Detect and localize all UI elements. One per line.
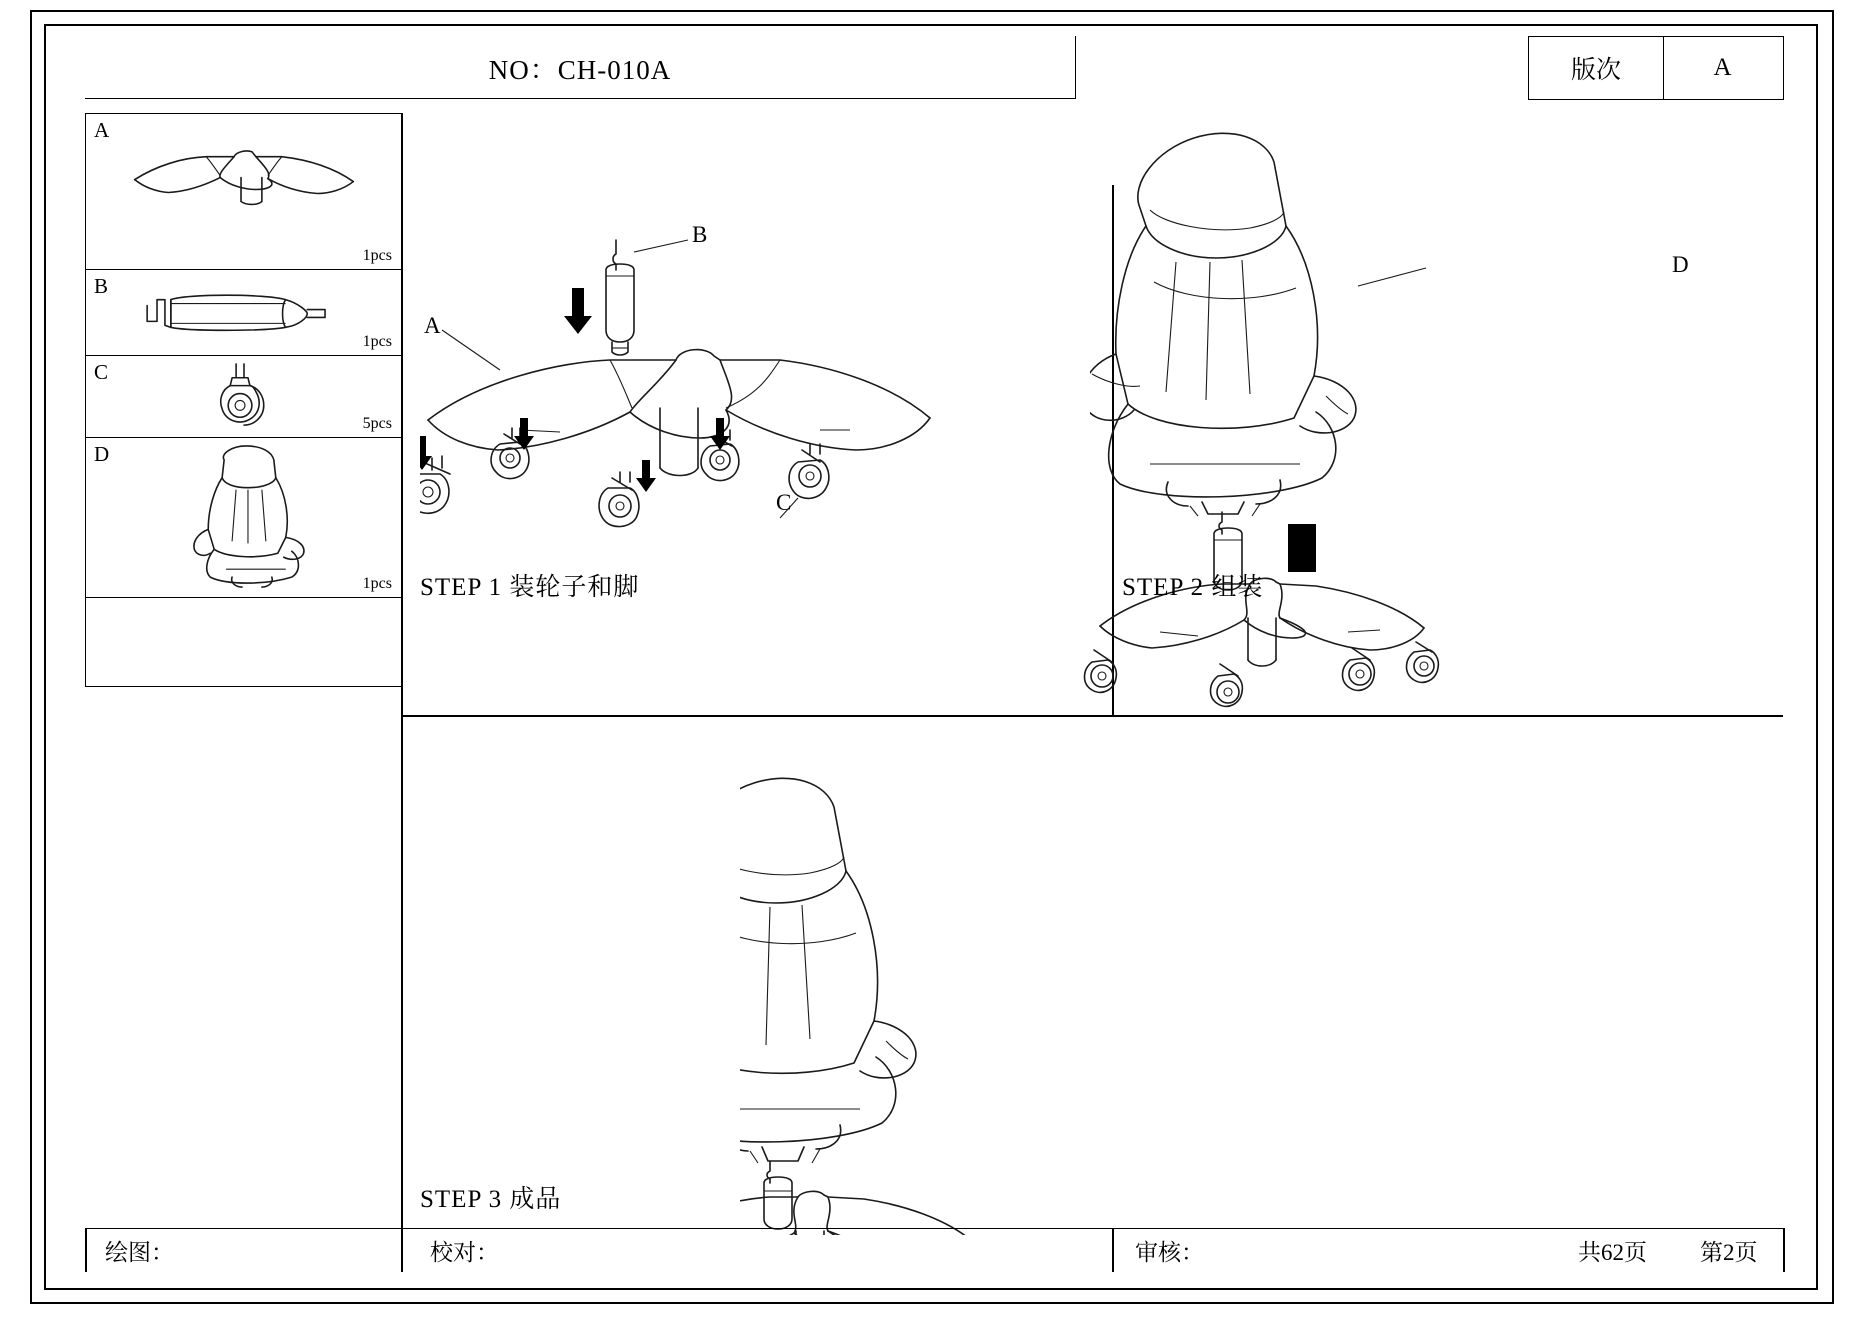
part-qty-c: 5pcs [362,415,392,432]
divider-vertical-parts-steps [401,113,403,1228]
chair-seat-icon [86,438,402,597]
chair-base-icon [86,114,402,269]
caster-wheel-icon [86,356,402,437]
callout-c-step1: C [776,490,792,515]
part-item-a [86,114,402,270]
footer-page-total: 共62页 [1578,1239,1647,1265]
caster-part-5 [789,444,829,498]
chair-base-part [428,350,930,476]
footer-divider-1 [85,1228,87,1272]
revision-value: A [1662,36,1784,100]
caster-part-3 [599,472,639,527]
drawing-number: NO：CH-010A [488,54,672,85]
part-item-b [86,270,402,356]
revision-label: 版次 [1528,36,1664,100]
part-qty-a: 1pcs [362,247,392,264]
step3-label: STEP 3 成品 [420,1186,562,1213]
parts-list [85,113,403,687]
footer-approved-by: 审核： [1135,1239,1204,1265]
part-letter-c: C [94,360,109,384]
gas-cylinder-part [606,240,634,355]
footer-drawn-by: 绘图： [105,1239,174,1265]
step2-illustration-seat [1090,112,1510,572]
finished-chair [740,778,986,1235]
part-letter-d: D [94,442,110,466]
footer-divider-3 [1112,1228,1114,1272]
part-letter-b: B [94,274,109,298]
callout-a-step1: A [424,313,441,338]
callout-b-step1: B [692,222,708,247]
gas-cylinder-icon [86,270,402,355]
part-item-c [86,356,402,438]
chair-seat-assembly [1090,133,1356,516]
footer-checked-by: 校对： [430,1239,499,1265]
footer-page-current: 第2页 [1700,1239,1758,1265]
step2-illustration-base [1080,506,1500,716]
part-item-d [86,438,402,598]
footer-divider-2 [401,1228,403,1272]
step1-label: STEP 1 装轮子和脚 [420,574,640,601]
part-letter-a: A [94,118,110,142]
step2-label: STEP 2 组装 [1122,574,1264,601]
step3-illustration [740,745,1260,1235]
callout-d-step2: D [1672,252,1689,277]
part-qty-d: 1pcs [362,575,392,592]
part-qty-b: 1pcs [362,333,392,350]
